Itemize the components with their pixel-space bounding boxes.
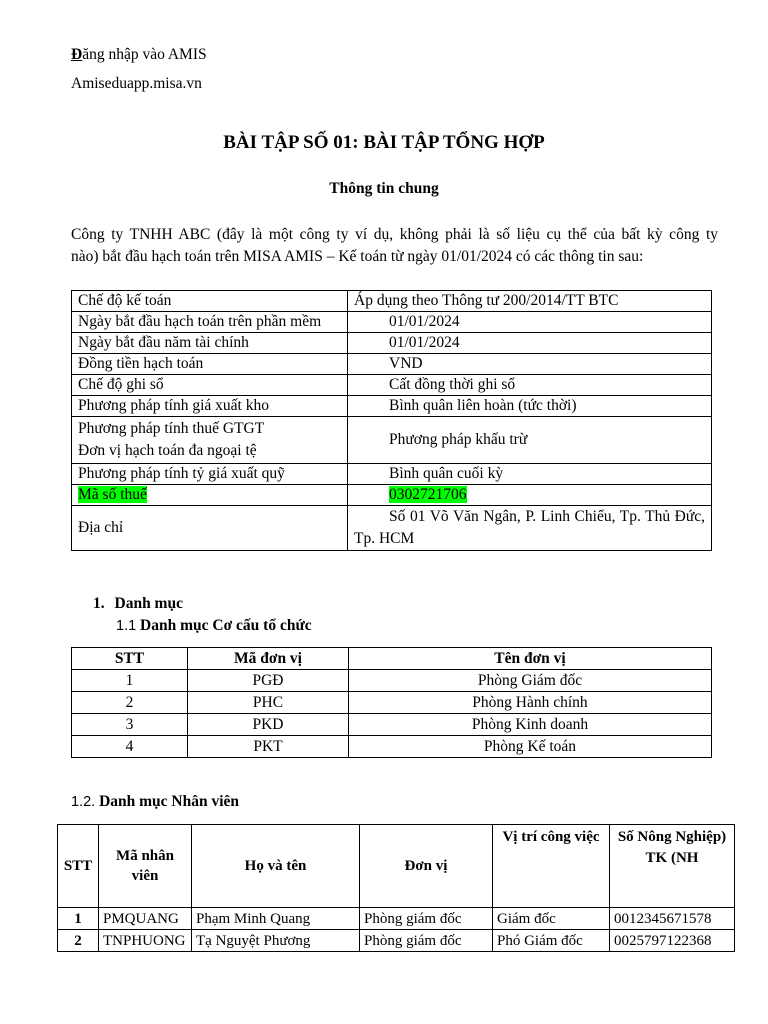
section-1-2-title: Danh mục Nhân viên	[99, 793, 240, 810]
section-1-number: 1.	[93, 595, 105, 612]
table-cell: PHC	[188, 692, 349, 714]
section-1-1-title: Danh mục Cơ cấu tổ chức	[140, 617, 312, 634]
table-cell: 2	[72, 692, 188, 714]
login-title	[71, 46, 207, 64]
section-1-title: Danh mục	[114, 595, 183, 612]
table-cell: 1	[72, 670, 188, 692]
login-title-text: Đăng nhập vào AMIS	[71, 46, 207, 63]
login-url: Amiseduapp.misa.vn	[71, 75, 202, 92]
table-row	[72, 354, 712, 375]
info-label	[72, 417, 348, 464]
info-value: VND	[348, 354, 712, 375]
info-label: Địa chỉ	[72, 506, 348, 551]
column-header: Họ và tên	[192, 825, 360, 908]
table-row	[72, 485, 712, 506]
table-row	[72, 333, 712, 354]
info-value: Phương pháp khấu trừ	[348, 417, 712, 464]
info-value: 01/01/2024	[348, 312, 712, 333]
info-label: Phương pháp tính tỷ giá xuất quỹ	[72, 464, 348, 485]
info-label: Ngày bắt đầu năm tài chính	[72, 333, 348, 354]
table-row	[72, 291, 712, 312]
info-value: Bình quân liên hoàn (tức thời)	[348, 396, 712, 417]
org-structure-table	[71, 647, 712, 758]
info-label: Ngày bắt đầu hạch toán trên phần mềm	[72, 312, 348, 333]
company-info-table	[71, 290, 712, 551]
table-cell: Phòng giám đốc	[360, 908, 493, 930]
section-1-2-heading	[71, 793, 239, 811]
table-cell: Phòng Kinh doanh	[349, 714, 712, 736]
table-cell: 2	[58, 930, 99, 952]
section-1-1-number: 1.1	[116, 618, 137, 634]
table-cell: 4	[72, 736, 188, 758]
section-1-2-number: 1.2.	[71, 794, 96, 810]
table-row	[72, 312, 712, 333]
table-header-row	[72, 648, 712, 670]
table-cell: PKT	[188, 736, 349, 758]
tax-code-label: Mã số thuế	[78, 486, 147, 503]
column-header: Vị trí công việc	[493, 825, 610, 908]
column-header: STT	[58, 825, 99, 908]
table-cell: Phòng Hành chính	[349, 692, 712, 714]
column-header: Tên đơn vị	[349, 648, 712, 670]
table-cell: PGĐ	[188, 670, 349, 692]
table-row	[72, 375, 712, 396]
table-cell: PKD	[188, 714, 349, 736]
table-cell: Phạm Minh Quang	[192, 908, 360, 930]
table-cell: Tạ Nguyệt Phương	[192, 930, 360, 952]
table-cell: Giám đốc	[493, 908, 610, 930]
info-label: Phương pháp tính giá xuất kho	[72, 396, 348, 417]
table-cell: Phòng Kế toán	[349, 736, 712, 758]
table-cell: PMQUANG	[99, 908, 192, 930]
info-label: Chế độ ghi sổ	[72, 375, 348, 396]
table-row	[72, 670, 712, 692]
table-row	[72, 506, 712, 551]
table-row	[58, 908, 735, 930]
table-cell: 0025797122368	[610, 930, 735, 952]
table-row	[72, 417, 712, 464]
column-header: Mã nhân viên	[99, 825, 192, 908]
info-label-line-1: Phương pháp tính thuế GTGT	[78, 420, 265, 437]
column-header: Đơn vị	[360, 825, 493, 908]
intro-line-1: Công ty TNHH ABC (đây là một công ty ví dụ, không phải là số liệu cụ thể của bất kỳ công ty	[71, 226, 718, 243]
table-row	[58, 930, 735, 952]
info-value: 01/01/2024	[348, 333, 712, 354]
table-cell: Phó Giám đốc	[493, 930, 610, 952]
employee-table	[57, 824, 735, 952]
section-1-1-heading	[116, 617, 312, 635]
info-label: Đồng tiền hạch toán	[72, 354, 348, 375]
info-value: Bình quân cuối kỳ	[348, 464, 712, 485]
column-header: Mã đơn vị	[188, 648, 349, 670]
table-row	[72, 464, 712, 485]
table-cell: 1	[58, 908, 99, 930]
table-cell: 3	[72, 714, 188, 736]
table-cell: TNPHUONG	[99, 930, 192, 952]
section-1-heading	[93, 595, 183, 613]
table-header-row	[58, 825, 735, 908]
document-title: BÀI TẬP SỐ 01: BÀI TẬP TỔNG HỢP	[223, 132, 545, 153]
info-label	[72, 485, 348, 506]
info-value: Cất đồng thời ghi sổ	[348, 375, 712, 396]
table-row	[72, 714, 712, 736]
info-value	[348, 485, 712, 506]
intro-line-2: nào) bắt đầu hạch toán trên MISA AMIS – Kế toán từ ngày 01/01/2024 có các thông tin sau:	[71, 248, 644, 265]
section-heading: Thông tin chung	[329, 180, 439, 197]
table-row	[72, 692, 712, 714]
info-value: Áp dụng theo Thông tư 200/2014/TT BTC	[348, 291, 712, 312]
info-label: Chế độ kế toán	[72, 291, 348, 312]
table-cell: 0012345671578	[610, 908, 735, 930]
table-row	[72, 396, 712, 417]
tax-code-value: 0302721706	[389, 486, 467, 503]
info-value: Số 01 Võ Văn Ngân, P. Linh Chiểu, Tp. Thủ Đức, Tp. HCM	[348, 506, 712, 551]
info-label-line-2: Đơn vị hạch toán đa ngoại tệ	[78, 442, 257, 459]
column-header: Số Nông Nghiệp) TK (NH	[610, 825, 735, 908]
table-cell: Phòng giám đốc	[360, 930, 493, 952]
table-cell: Phòng Giám đốc	[349, 670, 712, 692]
column-header: STT	[72, 648, 188, 670]
table-row	[72, 736, 712, 758]
